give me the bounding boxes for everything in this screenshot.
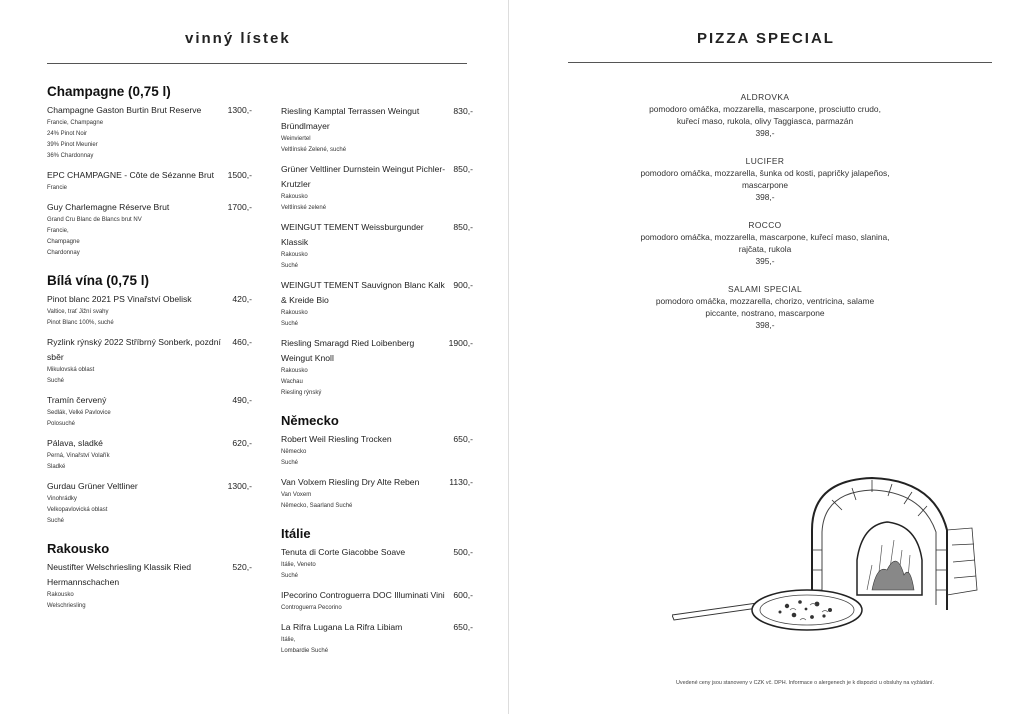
wine-item-row (47, 168, 252, 183)
wine-item (47, 436, 252, 473)
wine-item-row (281, 220, 473, 250)
pizza-price: 398,- (755, 192, 775, 202)
wine-name: Neustifter Welschriesling Klassik Ried Hermannschachen (47, 562, 192, 587)
pizza-price: 398,- (755, 128, 775, 138)
wine-name: Van Volxem Riesling Dry Alte Reben (281, 477, 420, 487)
wine-detail: Německo, Saarland Suché (281, 503, 353, 509)
wine-name: Ryzlink rýnský 2022 Stříbrný Sonberk, pozdní sběr (47, 337, 221, 362)
wine-item (47, 560, 252, 612)
pizza-oven-illustration (672, 470, 992, 650)
wine-detail: Rakousko (281, 368, 308, 374)
wine-price: 1300,- (227, 105, 252, 115)
wine-detail: Francie, (47, 228, 69, 234)
wine-item-row (47, 292, 252, 307)
wine-name: Pinot blanc 2021 PS Vinařství Obelisk (47, 294, 192, 304)
wine-price: 650,- (453, 622, 473, 632)
section-title: Itálie (281, 526, 311, 541)
wine-detail: Wachau (281, 379, 303, 385)
wine-item-row (281, 475, 473, 490)
wine-title-rule (47, 63, 467, 64)
section-title: Champagne (0,75 l) (47, 84, 171, 99)
pizza-price: 398,- (755, 320, 775, 330)
wine-detail: 39% Pinot Meunier (47, 142, 98, 148)
wine-column-2 (281, 104, 473, 663)
wine-item (47, 292, 252, 329)
wine-detail: Sedlák, Velké Pavlovice (47, 410, 111, 416)
wine-item (281, 432, 473, 469)
wine-detail: Itálie, Veneto (281, 562, 316, 568)
wine-item (47, 103, 252, 162)
wine-item (47, 479, 252, 527)
wine-detail: Valtice, trať Jižní svahy (47, 309, 109, 315)
wine-price: 600,- (453, 590, 473, 600)
wine-detail: Francie, Champagne (47, 120, 104, 126)
pizza-name: ROCCO (748, 220, 782, 230)
pizza-item (640, 283, 890, 331)
pizza-price: 395,- (755, 256, 775, 266)
wine-item-row (47, 479, 252, 494)
wine-item (47, 200, 252, 259)
wine-item (281, 162, 473, 214)
wine-item-row (281, 432, 473, 447)
section-title: Německo (281, 413, 339, 428)
pizza-item (640, 155, 890, 203)
wine-item (47, 168, 252, 194)
wine-name: Robert Weil Riesling Trocken (281, 434, 392, 444)
wine-detail: Riesling rýnský (281, 390, 322, 396)
wine-detail: Chardonnay (47, 250, 80, 256)
wine-name: Grüner Veltliner Durnstein Weingut Pichler-Krutzler (281, 164, 446, 189)
wine-detail: Polosuché (47, 421, 76, 427)
wine-item (281, 220, 473, 272)
wine-detail: Veltlínské Zelené, suché (281, 147, 347, 153)
wine-detail: Sladké (47, 464, 66, 470)
wine-detail: Suché (281, 321, 299, 327)
footnote: Uvedené ceny jsou stanoveny v CZK vč. DPH. Informace o alergenech je k dispozici u obsluhy na vyžádání. (676, 680, 934, 686)
wine-detail: Veltlínské zelené (281, 205, 327, 211)
wine-detail: Van Voxem (281, 492, 312, 498)
wine-detail: Weinviertel (281, 136, 311, 142)
wine-item (47, 393, 252, 430)
wine-price: 1900,- (448, 338, 473, 348)
wine-name: WEINGUT TEMENT Weissburgunder Klassik (281, 222, 424, 247)
pizza-name: ALDROVKA (740, 92, 790, 102)
wine-name: Pálava, sladké (47, 438, 103, 448)
wine-item-row (281, 588, 473, 603)
wine-detail: Francie (47, 185, 68, 191)
wine-detail: Controguerra Pecorino (281, 605, 342, 611)
wine-detail: Mikulovská oblast (47, 367, 95, 373)
wine-item-row (281, 336, 473, 366)
wine-item (281, 545, 473, 582)
wine-name: Tramín červený (47, 395, 107, 405)
wine-detail: Lombardie Suché (281, 648, 329, 654)
wine-name: Riesling Kamptal Terrassen Weingut Bründlmayer (281, 106, 420, 131)
wine-price: 830,- (453, 106, 473, 116)
wine-detail: Suché (281, 460, 299, 466)
wine-name: Tenuta di Corte Giacobbe Soave (281, 547, 406, 557)
wine-item (281, 278, 473, 330)
wine-price: 620,- (232, 438, 252, 448)
wine-item-row (281, 278, 473, 308)
wine-price: 1500,- (227, 170, 252, 180)
wine-item (281, 588, 473, 614)
wine-price: 900,- (453, 280, 473, 290)
wine-price: 850,- (453, 222, 473, 232)
wine-item-row (47, 436, 252, 451)
wine-name: Riesling Smaragd Ried Loibenberg Weingut Knoll (281, 338, 415, 363)
pizza-description: pomodoro omáčka, mozzarella, mascarpone, prosciutto crudo, kuřecí maso, rukola, olivy Taggiasca, parmazán (649, 104, 881, 126)
wine-item-row (47, 103, 252, 118)
wine-detail: Pinot Blanc 100%, suché (47, 320, 114, 326)
wine-name: WEINGUT TEMENT Sauvignon Blanc Kalk & Kreide Bio (281, 280, 445, 305)
pizza-description: pomodoro omáčka, mozzarella, chorizo, ventricina, salame piccante, nostrano, mascarpone (655, 296, 875, 318)
wine-item-row (281, 162, 473, 192)
wine-detail: Vinohrádky (47, 496, 77, 502)
wine-item (281, 336, 473, 399)
wine-item-row (281, 104, 473, 134)
section-title: Rakousko (47, 541, 110, 556)
wine-detail: Champagne (47, 239, 80, 245)
wine-name: La Rifra Lugana La Rifra Libiam (281, 622, 403, 632)
wine-detail: Suché (47, 378, 65, 384)
wine-price: 650,- (453, 434, 473, 444)
wine-item-row (47, 393, 252, 408)
wine-detail: Německo (281, 449, 307, 455)
wine-name: Champagne Gaston Burtin Brut Reserve (47, 105, 202, 115)
wine-detail: Grand Cru Blanc de Blancs brut NV (47, 217, 142, 223)
section-title: Bílá vína (0,75 l) (47, 273, 150, 288)
wine-item-row (47, 200, 252, 215)
wine-name: Guy Charlemagne Réserve Brut (47, 202, 170, 212)
page-divider (508, 0, 509, 714)
wine-detail: Velkopavlovická oblast (47, 507, 108, 513)
wine-list-title: vinný lístek (185, 30, 291, 47)
wine-price: 1300,- (227, 481, 252, 491)
wine-price: 1700,- (227, 202, 252, 212)
wine-detail: 24% Pinot Noir (47, 131, 88, 137)
wine-detail: Suché (47, 518, 65, 524)
wine-item (47, 335, 252, 387)
pizza-name: LUCIFER (745, 156, 785, 166)
wine-detail: Suché (281, 263, 299, 269)
wine-price: 520,- (232, 562, 252, 572)
wine-detail: Rakousko (47, 592, 74, 598)
wine-detail: Suché (281, 573, 299, 579)
wine-item (281, 620, 473, 657)
pizza-description: pomodoro omáčka, mozzarella, mascarpone, kuřecí maso, slanina, rajčata, rukola (640, 232, 890, 254)
wine-price: 460,- (232, 337, 252, 347)
pizza-title: PIZZA SPECIAL (697, 30, 835, 47)
wine-detail: Rakousko (281, 252, 308, 258)
wine-detail: Itálie, (281, 637, 296, 643)
wine-detail: Rakousko (281, 310, 308, 316)
wine-detail: Perná, Vinařství Volařík (47, 453, 110, 459)
pizza-title-rule (568, 62, 992, 63)
wine-item (281, 104, 473, 156)
wine-price: 420,- (232, 294, 252, 304)
pizza-name: SALAMI SPECIAL (727, 284, 803, 294)
wine-name: EPC CHAMPAGNE - Côte de Sézanne Brut (47, 170, 215, 180)
wine-item-row (281, 545, 473, 560)
wine-name: Gurdau Grüner Veltliner (47, 481, 138, 491)
pizza-item (640, 91, 890, 139)
wine-item-row (47, 560, 252, 590)
pizza-item (640, 219, 890, 267)
wine-detail: 36% Chardonnay (47, 153, 94, 159)
pizza-description: pomodoro omáčka, mozzarella, šunka od kosti, papričky jalapeños, mascarpone (640, 168, 890, 190)
wine-item-row (47, 335, 252, 365)
wine-column-1 (47, 84, 252, 618)
wine-price: 490,- (232, 395, 252, 405)
wine-price: 850,- (453, 164, 473, 174)
pizza-list (640, 91, 890, 347)
wine-detail: Welschriesling (47, 603, 86, 609)
wine-item (281, 475, 473, 512)
wine-item-row (281, 620, 473, 635)
wine-price: 500,- (453, 547, 473, 557)
wine-name: IPecorino Controguerra DOC Illuminati Vini (281, 590, 445, 600)
wine-detail: Rakousko (281, 194, 308, 200)
wine-price: 1130,- (449, 477, 473, 487)
